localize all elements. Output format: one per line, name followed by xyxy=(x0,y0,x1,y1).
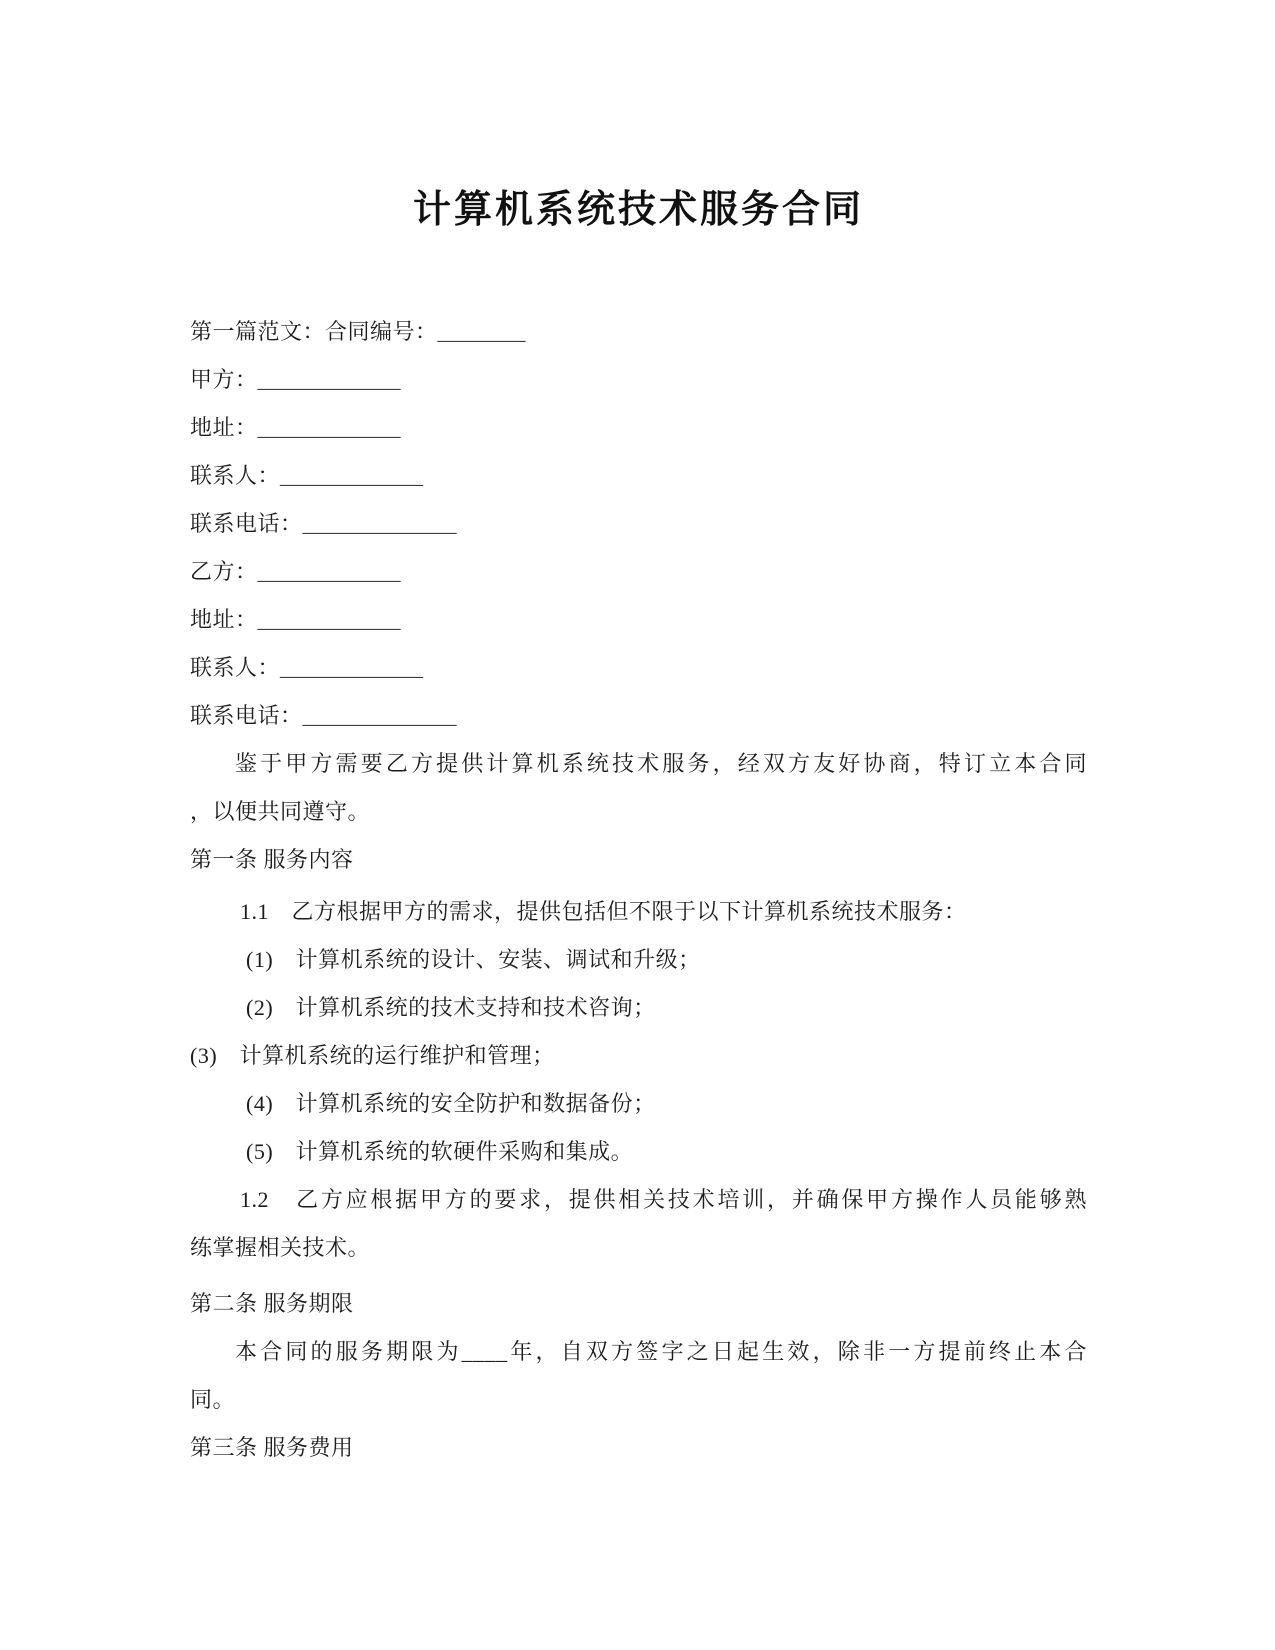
clause-1-1-item-5: (5) 计算机系统的软硬件采购和集成。 xyxy=(246,1139,634,1164)
party-b-phone-line xyxy=(190,692,1087,740)
party-a-phone-label: 联系电话： xyxy=(190,511,303,536)
party-a-phone-line xyxy=(190,500,1087,548)
party-b-address-blank: _____________ xyxy=(257,607,401,632)
clause-1-1-item-1: (1) 计算机系统的设计、安装、调试和升级； xyxy=(246,947,701,972)
party-a-contact-label: 联系人： xyxy=(190,463,281,488)
clause-1-2-line-2: 练掌握相关技术。 xyxy=(190,1235,371,1260)
party-a-name-label: 甲方： xyxy=(190,367,258,392)
party-b-contact-blank: _____________ xyxy=(280,655,424,680)
clause-1-1-item-2: (2) 计算机系统的技术支持和技术咨询； xyxy=(246,995,656,1020)
clause-1-1-item-4: (4) 计算机系统的安全防护和数据备份； xyxy=(246,1091,656,1116)
party-b-phone-label: 联系电话： xyxy=(190,703,303,728)
party-a-contact-line xyxy=(190,452,1087,500)
party-b-contact-line xyxy=(190,644,1087,692)
party-a-name-blank: _____________ xyxy=(257,367,401,392)
party-a-address-label: 地址： xyxy=(190,415,258,440)
article-2-body-line-2: 同。 xyxy=(190,1387,236,1412)
article-1-heading: 第一条 服务内容 xyxy=(190,847,354,872)
clause-1-1-item-3: (3) 计算机系统的运行维护和管理； xyxy=(190,1043,555,1068)
clause-1-1: 1.1 乙方根据甲方的需求，提供包括但不限于以下计算机系统技术服务： xyxy=(240,899,967,924)
meta-line xyxy=(190,308,1087,356)
contract-title: 计算机系统技术服务合同 xyxy=(412,189,864,231)
party-b-name-line xyxy=(190,548,1087,596)
party-a-phone-blank: ______________ xyxy=(302,511,457,536)
article-2-heading: 第二条 服务期限 xyxy=(190,1291,354,1316)
party-a-contact-blank: _____________ xyxy=(280,463,424,488)
contract-number-label: 合同编号： xyxy=(325,319,438,344)
contract-number-blank: ________ xyxy=(437,319,526,344)
preamble-line-2: ，以便共同遵守。 xyxy=(190,799,371,824)
clause-1-2-line-1: 1.2 乙方应根据甲方的要求，提供相关技术培训，并确保甲方操作人员能够熟 xyxy=(240,1187,1087,1212)
party-b-contact-label: 联系人： xyxy=(190,655,281,680)
article-2-body-line-1: 本合同的服务期限为____年，自双方签字之日起生效，除非一方提前终止本合 xyxy=(235,1339,1087,1364)
party-b-name-label: 乙方： xyxy=(190,559,258,584)
party-b-address-line xyxy=(190,596,1087,644)
preamble-line-1: 鉴于甲方需要乙方提供计算机系统技术服务，经双方友好协商，特订立本合同 xyxy=(235,751,1087,776)
party-a-name-line xyxy=(190,356,1087,404)
meta-prefix: 第一篇范文： xyxy=(190,319,326,344)
party-b-name-blank: _____________ xyxy=(257,559,401,584)
party-b-address-label: 地址： xyxy=(190,607,258,632)
party-a-address-line xyxy=(190,404,1087,452)
article-3-heading: 第三条 服务费用 xyxy=(190,1435,354,1460)
party-a-address-blank: _____________ xyxy=(257,415,401,440)
party-b-phone-blank: ______________ xyxy=(302,703,457,728)
